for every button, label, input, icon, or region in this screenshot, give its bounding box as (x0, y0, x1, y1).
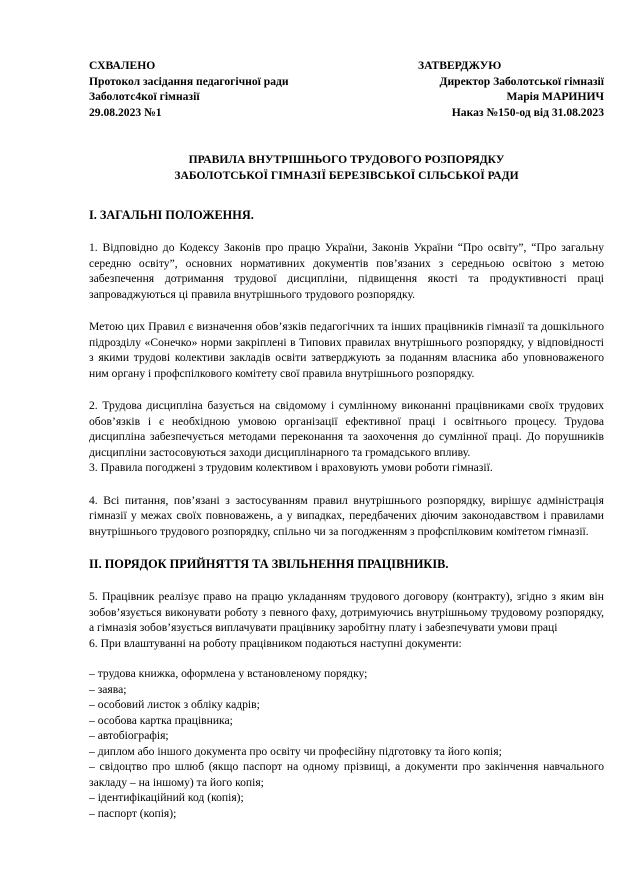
approved-block (89, 58, 344, 120)
section-1-heading: І. ЗАГАЛЬНІ ПОЛОЖЕННЯ. (89, 208, 254, 222)
paragraph: Метою цих Правил є визначення обов’язків педагогічних та інших працівників гімназії та дошкільного підрозділу «Сонечко» норми закріплені в Типових правилах внутрішнього розпорядку, у відповідності з якими трудові колективи закладів освіти затверджують за поданням власника або уповноваженого ним органу і профспілкового комітету свої правила внутрішнього розпорядку. (89, 320, 604, 380)
list-item: – диплом або іншого документа про освіту чи професійну підготовку та його копія; (89, 744, 502, 758)
paragraph: 4. Всі питання, пов’язані з застосуванням правил внутрішнього розпорядку, вирішує адміністрація гімназії у межах своїх повноважень, а у випадках, передбачених діючим законодавством і правилами внутрішнього трудового розпорядку, спільно чи за погодженням з профспілковим комітетом гімназії. (89, 493, 604, 538)
list-item: – ідентифікаційний код (копія); (89, 791, 244, 804)
list-item: – паспорт (копія); (89, 806, 177, 820)
list-item: – автобіографія; (89, 729, 169, 742)
list-item: – трудова книжка, оформлена у встановленому порядку; (89, 667, 368, 680)
protocol-line: Протокол засідання педагогічної ради (89, 74, 289, 88)
documents-list (89, 666, 604, 821)
list-item: – особовий листок з обліку кадрів; (89, 698, 260, 711)
director-name: Марія МАРИНИЧ (506, 90, 604, 103)
paragraph: 5. Працівник реалізує право на працю укладанням трудового договору (контракту), згідно з яким він зобов’язується виконувати роботу з певного фаху, дотримуючись внутрішньому трудовому розпорядку, а гімназія зобов’язується виплачувати працівнику заробітну плату і забезпечувати умови праці (89, 590, 604, 634)
approval-header (89, 58, 604, 120)
document-title (89, 152, 604, 183)
paragraph: 1. Відповідно до Кодексу Законів про працю України, Законів України “Про освіту”, “Про загальну середню освіту”, основних нормативних документів пов’язаних з середньою освітою з метою забезпечення дотримання трудової дисципліни, підвищення якості та продуктивності праці запроваджуються ці правила внутрішнього трудового розпорядку. (89, 241, 604, 301)
list-item: – свідоцтво про шлюб (якщо паспорт на одному прізвищі, а документи про закінчення навчального закладу – на іншому) та його копія; (89, 760, 604, 789)
paragraph: 2. Трудова дисципліна базується на свідомому і сумлінному виконанні працівниками своїх трудових обов’язків і є необхідною умовою організації ефективної праці і освітнього процесу. Трудова дисципліна забезпечується методами переконання та заохочення до сумлінної праці. До порушників дисципліни застосовуються заходи дисциплінарного та громадського впливу. (89, 399, 604, 459)
protocol-date: 29.08.2023 №1 (89, 105, 162, 119)
title-line-2: ЗАБОЛОТСЬКОЇ ГІМНАЗІЇ БЕРЕЗІВСЬКОЇ СІЛЬСЬКОЇ РАДИ (174, 168, 519, 182)
section-2-heading: ІІ. ПОРЯДОК ПРИЙНЯТТЯ ТА ЗВІЛЬНЕННЯ ПРАЦІВНИКІВ. (89, 557, 449, 571)
confirm-block (414, 58, 604, 120)
list-item: – особова картка працівника; (89, 713, 233, 727)
paragraph: 6. При влаштуванні на роботу працівником подаються наступні документи: (89, 636, 462, 650)
school-line: Заболотс4кої гімназії (89, 90, 200, 103)
title-line-1: ПРАВИЛА ВНУТРІШНЬОГО ТРУДОВОГО РОЗПОРЯДКУ (188, 153, 505, 166)
paragraph: 3. Правила погоджені з трудовим колективом і враховують умови роботи гімназії. (89, 461, 493, 474)
order-number: Наказ №150-од від 31.08.2023 (451, 105, 604, 119)
list-item: – заява; (89, 682, 127, 696)
confirm-label: ЗАТВЕРДЖУЮ (418, 59, 502, 72)
director-title: Директор Заболотської гімназії (439, 74, 604, 88)
approved-label: СХВАЛЕНО (89, 59, 156, 72)
